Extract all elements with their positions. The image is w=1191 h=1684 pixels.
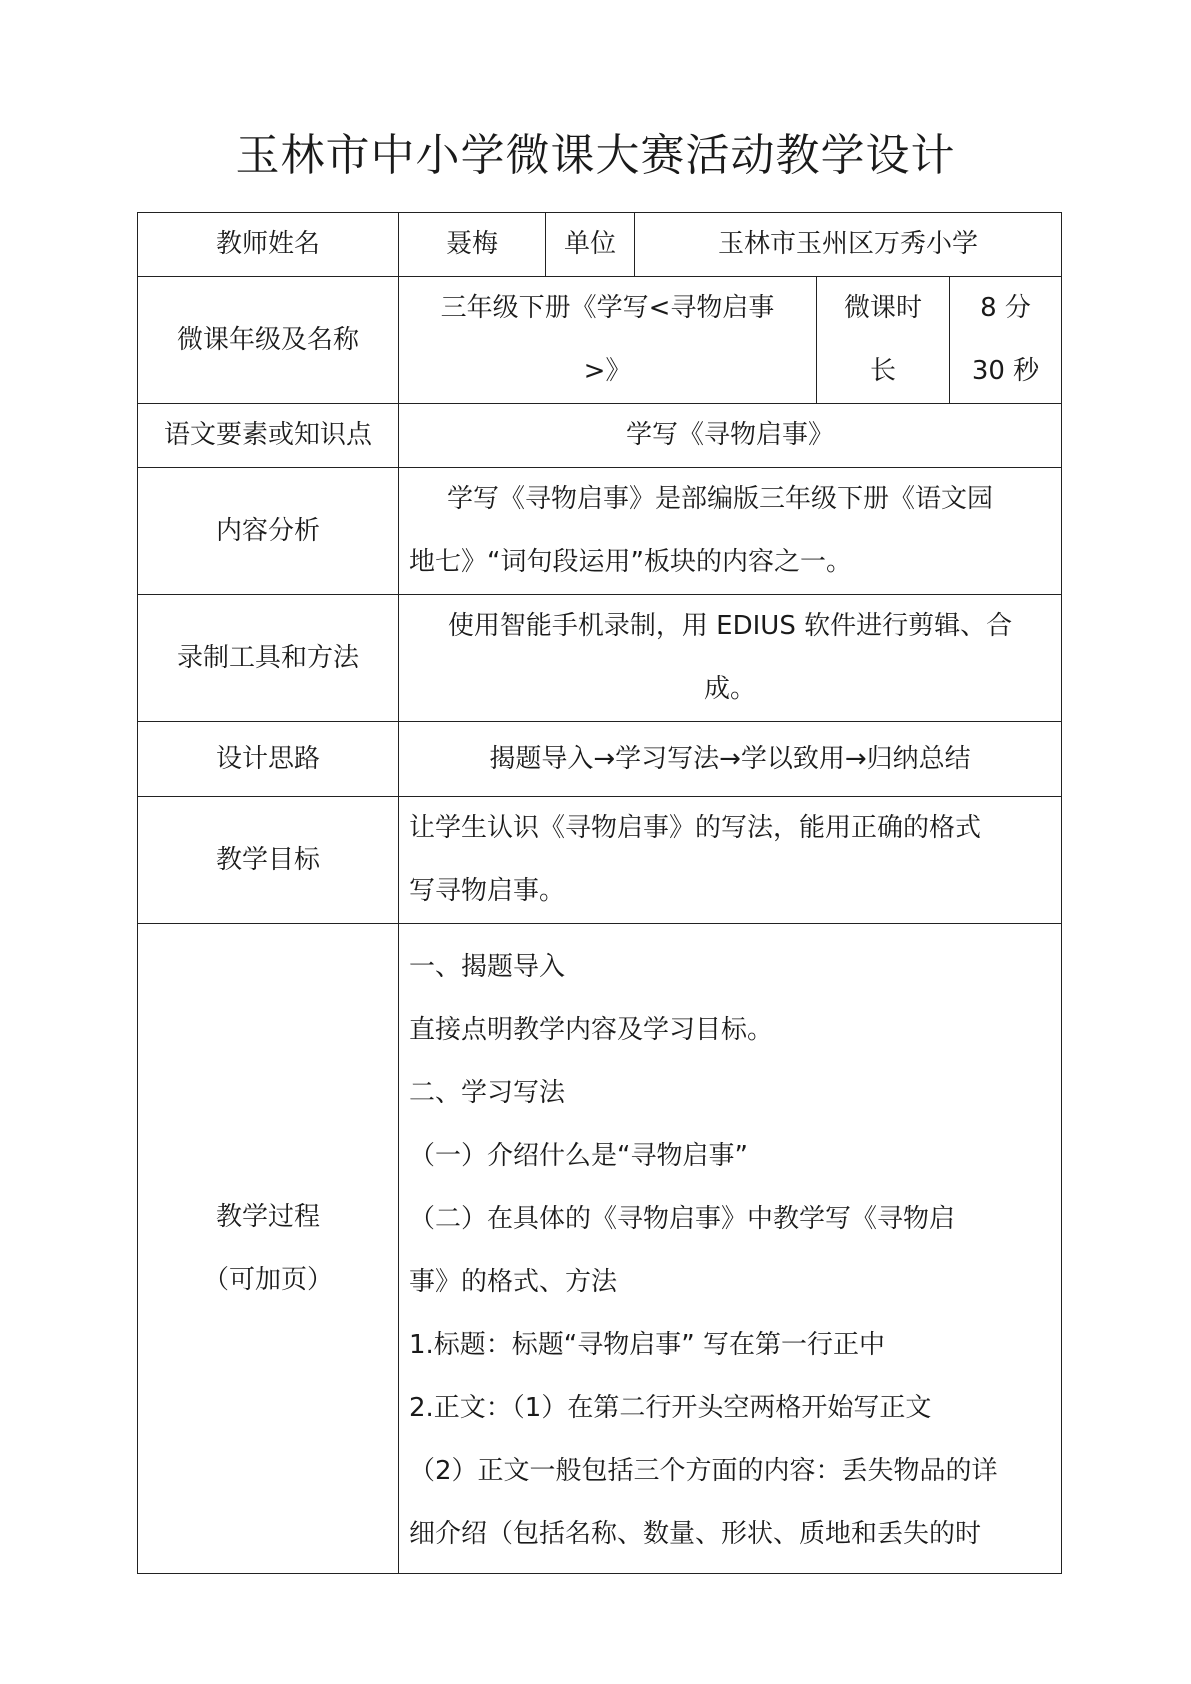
analysis-value [399, 468, 1062, 595]
analysis-line1: 学写《寻物启事》是部编版三年级下册《语文园 [447, 484, 994, 514]
unit-label: 单位 [546, 213, 635, 277]
goal-label: 教学目标 [138, 797, 399, 924]
design-value: 揭题导入→学习写法→学以致用→归纳总结 [399, 722, 1062, 797]
process-line: 1.标题：标题“寻物启事” 写在第一行正中 [409, 1330, 886, 1360]
goal-row [138, 797, 1062, 924]
process-label-line1: 教学过程 [215, 1201, 320, 1232]
course-value-line1: 三年级下册《学写<寻物启事 [440, 293, 775, 323]
course-value-line2: >》 [583, 356, 632, 386]
process-value [399, 924, 1062, 1574]
process-line: 直接点明教学内容及学习目标。 [409, 1015, 774, 1045]
analysis-label: 内容分析 [138, 468, 399, 595]
goal-line2: 写寻物启事。 [409, 876, 566, 906]
process-line: 事》的格式、方法 [409, 1267, 618, 1297]
lesson-design-table [137, 212, 1062, 1574]
unit-value: 玉林市玉州区万秀小学 [635, 213, 1062, 277]
process-label [138, 924, 399, 1574]
duration-label [817, 277, 950, 404]
process-line: （二）在具体的《寻物启事》中教学写《寻物启 [409, 1204, 956, 1234]
course-label: 微课年级及名称 [138, 277, 399, 404]
goal-value [399, 797, 1062, 924]
analysis-row [138, 468, 1062, 595]
duration-value [950, 277, 1062, 404]
analysis-line2: 地七》“词句段运用”板块的内容之一。 [409, 547, 852, 577]
process-line: 2.正文：（1）在第二行开头空两格开始写正文 [409, 1393, 932, 1423]
tools-line1: 使用智能手机录制，用 EDIUS 软件进行剪辑、合 [447, 611, 1013, 641]
knowledge-value: 学写《寻物启事》 [399, 404, 1062, 468]
tools-line2: 成。 [704, 674, 757, 704]
goal-line1: 让学生认识《寻物启事》的写法，能用正确的格式 [409, 813, 982, 843]
tools-row [138, 595, 1062, 722]
page-title: 玉林市中小学微课大赛活动教学设计 [235, 130, 956, 181]
process-line: （2）正文一般包括三个方面的内容：丢失物品的详 [409, 1456, 998, 1486]
process-line: （一）介绍什么是“寻物启事” [409, 1141, 748, 1171]
process-row [138, 924, 1062, 1574]
design-row [138, 722, 1062, 797]
teacher-name-value: 聂梅 [399, 213, 546, 277]
duration-label-line1: 微课时 [843, 293, 922, 323]
duration-value-line2: 30 秒 [971, 356, 1040, 386]
course-value [399, 277, 817, 404]
duration-value-line1: 8 分 [980, 293, 1031, 323]
knowledge-label: 语文要素或知识点 [138, 404, 399, 468]
design-label: 设计思路 [138, 722, 399, 797]
process-line: 一、揭题导入 [409, 952, 566, 982]
process-label-line2: （可加页） [202, 1264, 333, 1295]
process-line: 二、学习写法 [409, 1078, 566, 1108]
course-row [138, 277, 1062, 404]
tools-label: 录制工具和方法 [138, 595, 399, 722]
knowledge-row [138, 404, 1062, 468]
tools-value [399, 595, 1062, 722]
process-line: 细介绍（包括名称、数量、形状、质地和丢失的时 [409, 1519, 982, 1549]
teacher-row [138, 213, 1062, 277]
teacher-name-label: 教师姓名 [138, 213, 399, 277]
duration-label-line2: 长 [869, 356, 896, 386]
